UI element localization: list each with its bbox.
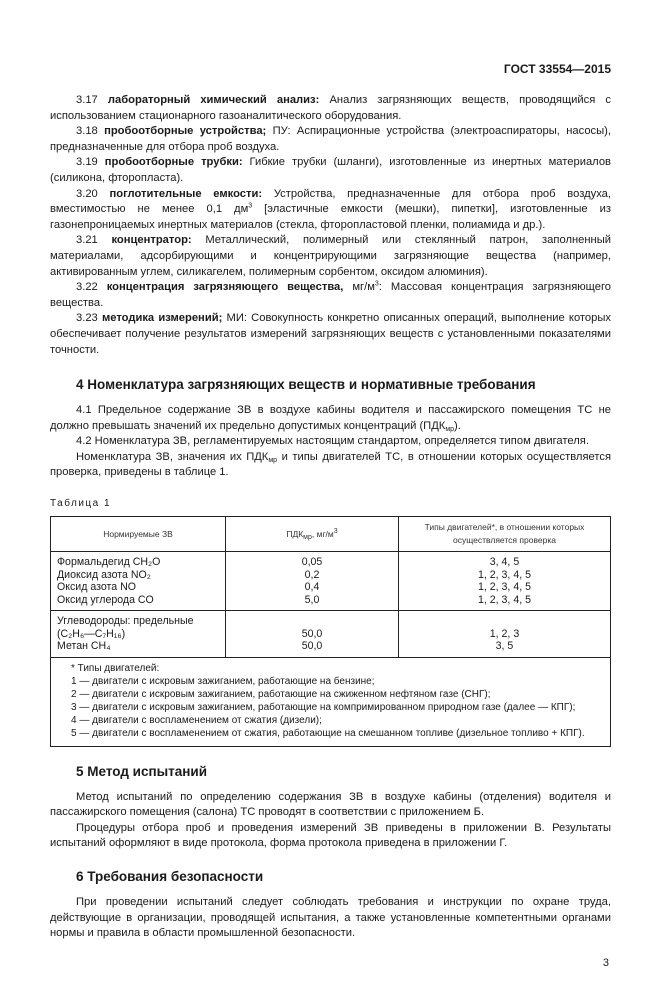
term-num: 3.21 <box>76 234 98 247</box>
term-title: лабораторный химический анализ: <box>107 94 320 106</box>
engine-types: 1, 2, 3, 4, 5 <box>477 581 531 594</box>
term-text: ПУ: Аспирационные устройства (электроаспираторы, насосы), предназначенные для отбора проб воздуха. <box>50 125 612 153</box>
table-notes <box>51 657 611 746</box>
substance: (C₂H₆—C₇H₁₆) <box>57 627 126 640</box>
substance: Формальдегид CH₂O <box>57 556 161 569</box>
term-unit: мг/м <box>352 281 375 294</box>
substance: Оксид углерода CO <box>57 593 154 606</box>
engine-types: 1, 2, 3 <box>489 627 520 640</box>
text: и типы двигателей ТС, в отношении которых осуществляется проверка, приведены в таблице 1. <box>50 450 611 479</box>
text: Номенклатура ЗВ, значения их ПДК <box>76 450 269 463</box>
table-row <box>51 552 611 611</box>
term-text: Гибкие трубки (шланги), изготовленные из инертных материалов (силикона, фторопласта). <box>50 156 611 184</box>
term-num: 3.20 <box>76 187 98 200</box>
term-title: концентратор: <box>111 234 192 247</box>
table-header-row <box>51 517 611 552</box>
pdk-value: 5,0 <box>304 593 320 606</box>
page-number: 3 <box>602 956 609 969</box>
subscript: мр <box>445 425 455 433</box>
engine-types: 1, 2, 3, 4, 5 <box>477 568 531 581</box>
substance: Диоксид азота NO₂ <box>57 568 151 581</box>
substance: Углеводороды: предельные <box>57 615 194 628</box>
term-title: пробоотборные устройства; <box>104 125 267 138</box>
pdk-value: 50,0 <box>301 627 323 640</box>
engine-types: 3, 5 <box>495 640 514 653</box>
term-3-22 <box>50 280 611 311</box>
pdk-value: 0,05 <box>301 556 323 569</box>
section-4-title: 4 Номенклатура загрязняющих веществ и нормативные требования <box>76 377 536 393</box>
term-num: 3.18 <box>76 125 98 138</box>
term-text: МИ: Совокупность конкретно описанных операций, выполнение которых обеспечивает получение результатов измерений загрязняющих веществ с установленными показателями точности. <box>50 312 612 356</box>
pdk-value: 0,4 <box>304 581 320 594</box>
note: * Типы двигателей: <box>71 662 160 674</box>
term-title: поглотительные емкости: <box>109 187 263 200</box>
superscript: 3 <box>248 202 253 210</box>
note: 4 — двигатели с воспламенением от сжатия (дизели); <box>71 714 322 726</box>
note: 3 — двигатели с искровым зажиганием, работающие на компримированном природном газе (далее — КПГ); <box>71 701 576 713</box>
term-3-19 <box>50 155 611 186</box>
term-3-21 <box>50 233 611 280</box>
substance-cell <box>51 611 226 658</box>
engine-types-cell <box>399 552 611 611</box>
term-text: Анализ загрязняющих веществ, проводящийся с использованием стационарного газоаналитического оборудования. <box>50 94 612 122</box>
subscript: мр <box>303 533 312 541</box>
term-num: 3.17 <box>76 94 98 106</box>
section-6-title: 6 Требования безопасности <box>76 868 264 884</box>
substance: Оксид азота NO <box>57 581 136 594</box>
term-num: 3.22 <box>76 281 98 294</box>
document-header: ГОСТ 33554—2015 <box>503 62 611 76</box>
paragraph: Процедуры отбора проб и проведения измерений ЗВ приведены в приложении В. Результаты испытаний оформляют в виде протокола, форма протокола приведена в приложении Г. <box>50 821 611 850</box>
term-text: Устройства, предназначенные для отбора проб воздуха, вместимостью не менее 0,1 дм <box>50 187 612 216</box>
column-header: Нормируемые ЗВ <box>51 517 226 552</box>
section-6 <box>50 868 611 942</box>
text: , мг/м <box>311 528 334 539</box>
section-5 <box>50 763 611 852</box>
terms-section <box>50 93 611 358</box>
table-notes-row <box>51 657 611 746</box>
term-num: 3.23 <box>76 312 98 325</box>
column-header: Типы двигателей*, в отношении которых осуществляется проверка <box>399 517 611 552</box>
table-caption: Таблица 1 <box>50 498 112 510</box>
term-title: концентрация загрязняющего вещества, <box>106 281 344 294</box>
paragraph: При проведении испытаний следует соблюдать требования и инструкции по охране труда, действующие в организации, проводящей испытания, а также установленные компетентными органами нормы и правила в области промышленной безопасности. <box>50 895 611 940</box>
engine-types: 1, 2, 3, 4, 5 <box>477 593 531 606</box>
table-row <box>51 611 611 658</box>
superscript: 3 <box>333 527 338 535</box>
table-1 <box>50 516 611 747</box>
text: ПДК <box>286 528 304 539</box>
pdk-value: 50,0 <box>301 640 323 653</box>
term-3-17 <box>50 93 611 124</box>
term-3-20 <box>50 187 611 234</box>
text: ). <box>454 419 461 432</box>
substance: Метан CH₄ <box>57 640 111 653</box>
term-3-23 <box>50 311 611 358</box>
note: 1 — двигатели с искровым зажиганием, работающие на бензине; <box>71 675 375 687</box>
paragraph: Метод испытаний по определению содержания ЗВ в воздухе кабины (отделения) водителя и пассажирского помещения (салона) ТС проводят в соответствии с приложением Б. <box>50 790 611 819</box>
paragraph-4-3 <box>50 450 611 481</box>
substance-cell <box>51 552 226 611</box>
paragraph-4-2: 4.2 Номенклатура ЗВ, регламентируемых настоящим стандартом, определяется типом двигателя. <box>76 435 589 448</box>
note: 2 — двигатели с искровым зажиганием, работающие на сжиженном нефтяном газе (СНГ); <box>71 688 491 700</box>
pdk-value: 0,2 <box>304 568 320 581</box>
column-header <box>226 517 399 552</box>
engine-types: 3, 4, 5 <box>489 556 520 569</box>
term-text: [эластичные емкости (мешки), пипетки], изготовленные из газонепроницаемых инертных материалов (стекла, фторопластовой пленки, полиамида и др.). <box>50 203 611 231</box>
term-title: методика измерений; <box>101 312 223 325</box>
term-num: 3.19 <box>76 156 98 169</box>
term-3-18 <box>50 124 611 155</box>
section-5-title: 5 Метод испытаний <box>76 763 208 779</box>
paragraph-4-1 <box>50 403 611 434</box>
term-title: пробоотборные трубки: <box>104 156 243 169</box>
note: 5 — двигатели с воспламенением от сжатия, работающие на смешанном топливе (дизельное топливо + КПГ). <box>71 727 585 739</box>
superscript: 3 <box>374 280 379 288</box>
text: 4.1 Предельное содержание ЗВ в воздухе кабины водителя и пассажирского помещения ТС не должно превышать значений их предельно допустимых концентраций (ПДК <box>50 404 611 432</box>
subscript: мр <box>268 456 278 464</box>
pdk-cell <box>226 611 399 658</box>
pdk-cell <box>226 552 399 611</box>
term-text: : Массовая концентрация загрязняющего вещества. <box>50 281 612 309</box>
engine-types-cell <box>399 611 611 658</box>
term-text: Металлический, полимерный или стеклянный патрон, заполненный материалами, адсорбирующими и концентрирующими загрязняющие вещества (например, активированным углем, силикагелем, полимерным сорбентом, оксидом алюминия). <box>50 234 612 278</box>
section-4 <box>50 376 611 746</box>
